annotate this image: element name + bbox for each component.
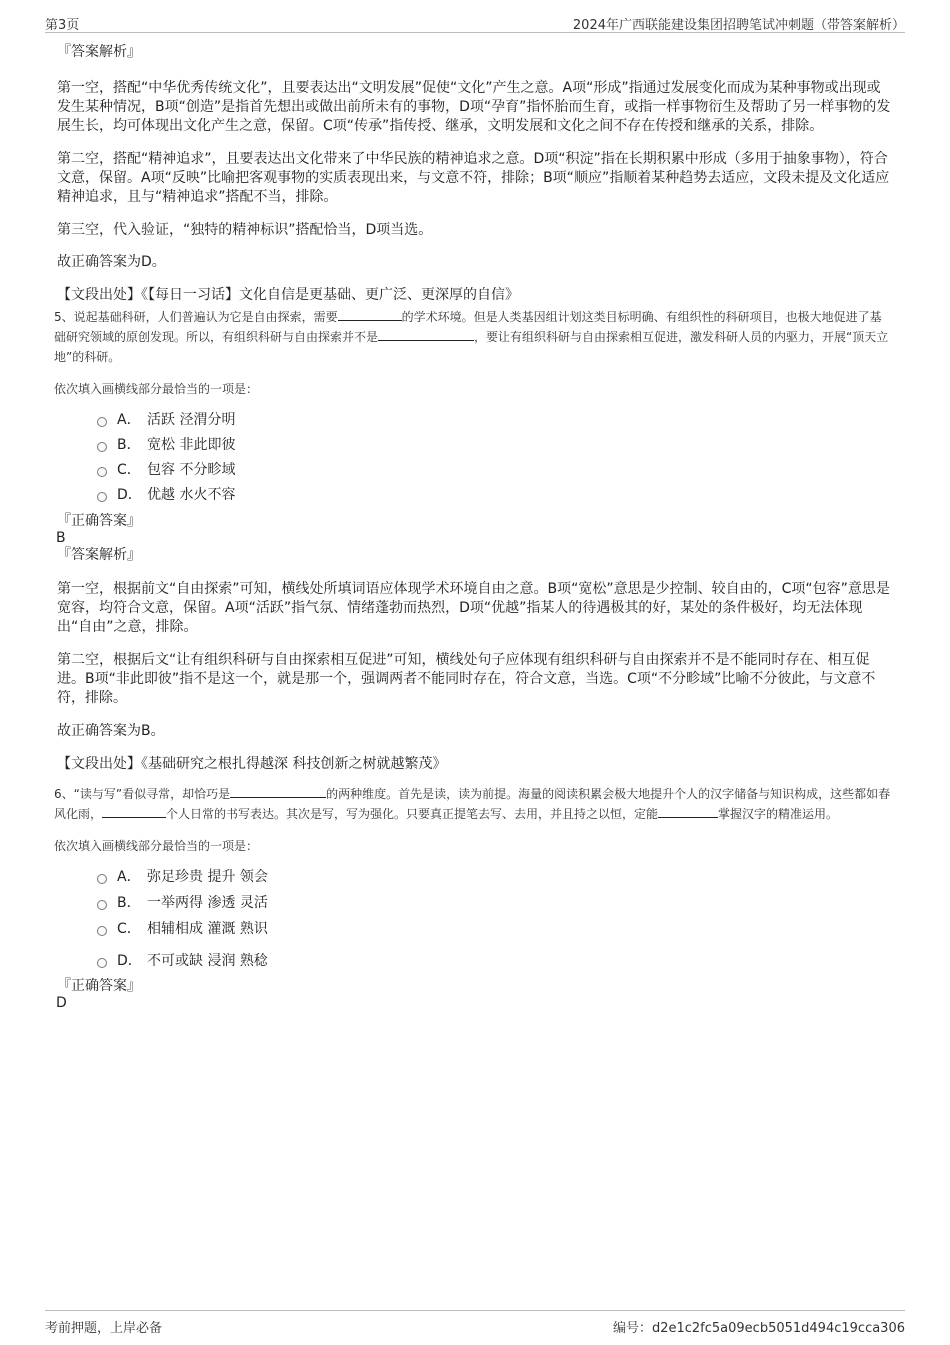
question-prompt: 依次填入画横线部分最恰当的一项是： bbox=[54, 382, 259, 396]
option-d[interactable]: D． 不可或缺 浸润 熟稔 bbox=[97, 952, 892, 970]
analysis-paragraph: 第一空，根据前文“自由探索”可知，横线处所填词语应体现学术环境自由之意。B项“宽松”意思是少控制、较自由的，C项“包容”意思是宽容，均符合文意，保留。A项“活跃”指气氛、情绪蓬勃而热烈，D项“优越”指某人的待遇极其的好，某处的条件极好，均无法体现出“自由”之意，排除。 bbox=[57, 581, 890, 635]
answer-blank bbox=[338, 308, 402, 321]
option-a[interactable]: A． 活跃 泾渭分明 bbox=[97, 411, 892, 429]
analysis-conclusion: 故正确答案为B。 bbox=[57, 723, 165, 739]
page-content bbox=[54, 43, 892, 1012]
correct-answer-label: 『正确答案』 bbox=[57, 978, 141, 994]
document-code: 编号：d2e1c2fc5a09ecb5051d494c19cca306 bbox=[612, 1321, 905, 1336]
radio-icon[interactable] bbox=[97, 442, 107, 452]
option-c[interactable]: C． 相辅相成 灌溉 熟识 bbox=[97, 920, 892, 938]
analysis-paragraph: 第二空，根据后文“让有组织科研与自由探索相互促进”可知，横线处句子应体现有组织科研与自由探索并不是不能同时存在、相互促进。B项“非此即彼”指不是这一个，就是那一个，强调两者不能同时存在，符合文意，当选。C项“不分畛域”比喻不分彼此，与文意不符，排除。 bbox=[57, 652, 876, 706]
page-number: 第3页 bbox=[45, 18, 80, 33]
answer-blank bbox=[102, 805, 166, 818]
analysis-paragraph: 第二空，搭配“精神追求”，且要表达出文化带来了中华民族的精神追求之意。D项“积淀”指在长期积累中形成（多用于抽象事物），符合文意，保留。A项“反映”比喻把客观事物的实质表现出来，与文意不符，排除；B项“顺应”指顺着某种趋势去适应，文段未提及文化适应精神追求，且与“精神追求”搭配不当，排除。 bbox=[57, 151, 890, 205]
question-stem: 5、说起基础科研，人们普遍认为它是自由探索，需要 的学术环境。但是人类基因组计划这类目标明确、有组织性的科研项目，也极大地促进了基础研究领域的原创发现。所以，有组织科研与自由探索并不是 ，要让有组织科研与自由探索相互促进，激发科研人员的内驱力，开展“顶天立地”的科研。 bbox=[54, 310, 889, 364]
question-stem: 6、“读与写”看似寻常，却恰巧是 的两种维度。首先是读，读为前提。海量的阅读积累会极大地提升个人的汉字储备与知识构成，这些都如春风化雨， 个人日常的书写表达。其次是写，写为强化。只要真正提笔去写、去用，并且持之以恒，定能 掌握汉字的精准运用。 bbox=[54, 787, 891, 821]
answer-blank bbox=[658, 805, 718, 818]
radio-icon[interactable] bbox=[97, 492, 107, 502]
radio-icon[interactable] bbox=[97, 874, 107, 884]
source-citation: 【文段出处】《基础研究之根扎得越深 科技创新之树就越繁茂》 bbox=[57, 756, 447, 772]
option-c[interactable]: C． 包容 不分畛域 bbox=[97, 461, 892, 479]
document-title: 2024年广西联能建设集团招聘笔试冲刺题（带答案解析） bbox=[572, 18, 905, 33]
footer-slogan: 考前押题，上岸必备 bbox=[45, 1321, 163, 1336]
analysis-conclusion: 故正确答案为D。 bbox=[57, 254, 166, 270]
radio-icon[interactable] bbox=[97, 467, 107, 477]
radio-icon[interactable] bbox=[97, 900, 107, 910]
page-header bbox=[45, 10, 905, 33]
option-b[interactable]: B． 一举两得 渗透 灵活 bbox=[97, 894, 892, 912]
correct-answer-label: 『正确答案』 bbox=[57, 513, 141, 529]
radio-icon[interactable] bbox=[97, 926, 107, 936]
option-b[interactable]: B． 宽松 非此即彼 bbox=[97, 436, 892, 454]
page-footer bbox=[45, 1310, 905, 1339]
radio-icon[interactable] bbox=[97, 958, 107, 968]
source-citation: 【文段出处】《【每日一习话】文化自信是更基础、更广泛、更深厚的自信》 bbox=[57, 287, 519, 303]
option-list bbox=[97, 868, 892, 970]
correct-answer: B bbox=[56, 530, 66, 546]
analysis-label: 『答案解析』 bbox=[57, 44, 141, 60]
option-a[interactable]: A． 弥足珍贵 提升 领会 bbox=[97, 868, 892, 886]
radio-icon[interactable] bbox=[97, 417, 107, 427]
analysis-label: 『答案解析』 bbox=[57, 547, 141, 563]
analysis-paragraph: 第三空，代入验证，“独特的精神标识”搭配恰当，D项当选。 bbox=[57, 222, 433, 238]
option-d[interactable]: D． 优越 水火不容 bbox=[97, 486, 892, 504]
question-prompt: 依次填入画横线部分最恰当的一项是： bbox=[54, 839, 259, 853]
correct-answer: D bbox=[56, 995, 67, 1011]
answer-blank bbox=[230, 785, 326, 798]
analysis-paragraph: 第一空，搭配“中华优秀传统文化”，且要表达出“文明发展”促使“文化”产生之意。A项“形成”指通过发展变化而成为某种事物或出现或发生某种情况，B项“创造”是指首先想出或做出前所未有的事物，D项“孕育”指怀胎而生育，或指一样事物衍生及帮助了另一样事物的发展生长，均可体现出文化产生之意，保留。C项“传承”指传授、继承，文明发展和文化之间不存在传授和继承的关系，排除。 bbox=[57, 80, 891, 134]
answer-blank bbox=[378, 328, 474, 341]
option-list bbox=[97, 411, 892, 504]
